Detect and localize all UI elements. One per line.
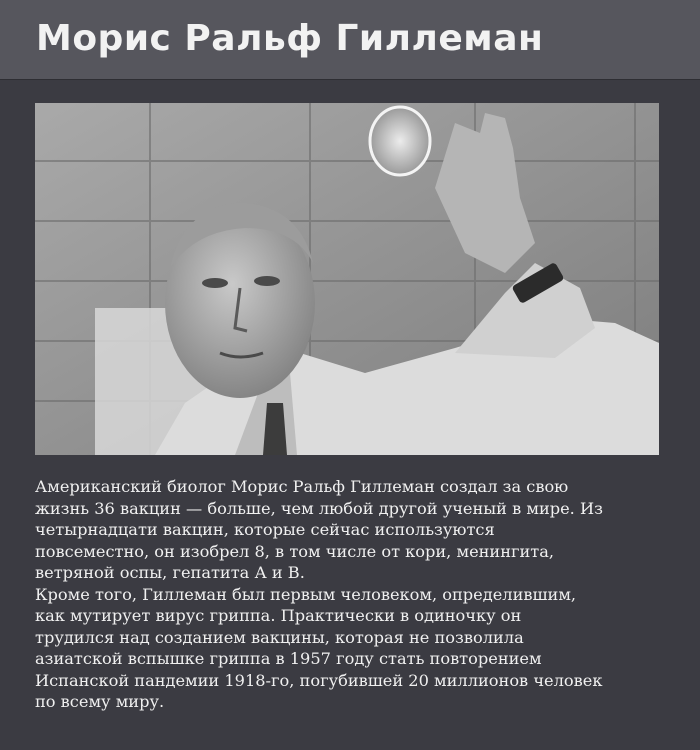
title-bar <box>0 0 700 80</box>
scientist-photo <box>35 103 659 455</box>
article-text <box>35 476 663 713</box>
page-title: Морис Ральф Гиллеман <box>36 18 544 59</box>
paragraph-1: Американский биолог Морис Ральф Гиллеман создал за свою жизнь 36 вакцин — больше, чем любой другой ученый в мире. Из четырнадцати вакцин, которые сейчас используются повсеместно, он изобрел 8, в том числе от кори, менингита, ветряной оспы, гепатита А и В. <box>35 477 603 582</box>
scientist-portrait-icon <box>35 103 659 455</box>
paragraph-2: Кроме того, Гиллеман был первым человеком, определившим, как мутирует вирус гриппа. Практически в одиночку он трудился над созданием вакцины, которая не позволила азиатской вспышке гриппа в 1957 году стать повторением Испанской пандемии 1918-го, погубившей 20 миллионов человек по всему миру. <box>35 584 603 711</box>
